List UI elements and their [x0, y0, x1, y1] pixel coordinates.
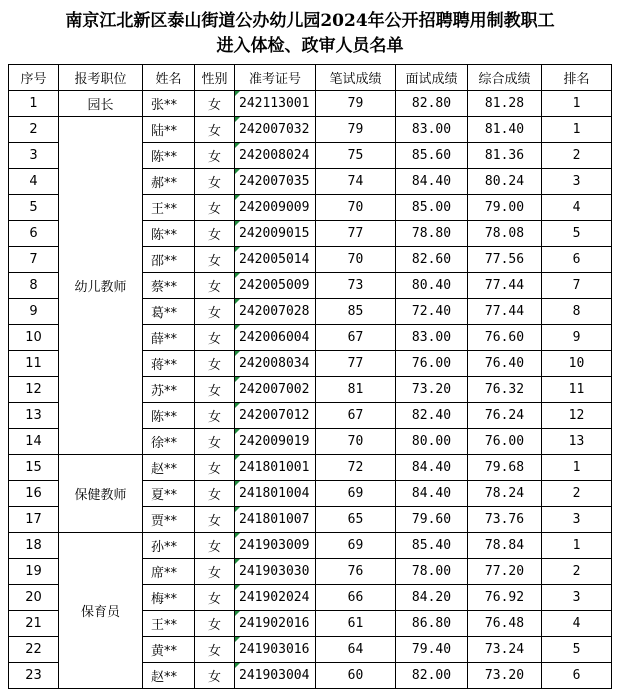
cell-seq: 22 [9, 637, 59, 663]
cell-written-score: 67 [316, 325, 396, 351]
cell-total-score: 77.44 [468, 299, 542, 325]
cell-exam-no: 241801007 [235, 507, 316, 533]
cell-rank: 1 [542, 455, 612, 481]
cell-rank: 10 [542, 351, 612, 377]
cell-exam-no: 242008024 [235, 143, 316, 169]
cell-rank: 6 [542, 663, 612, 689]
cell-total-score: 76.48 [468, 611, 542, 637]
cell-written-score: 75 [316, 143, 396, 169]
cell-name: 陈** [143, 143, 195, 169]
cell-gender: 女 [195, 221, 235, 247]
cell-seq: 1 [9, 91, 59, 117]
header-name: 姓名 [143, 65, 195, 91]
cell-seq: 5 [9, 195, 59, 221]
cell-gender: 女 [195, 481, 235, 507]
cell-gender: 女 [195, 195, 235, 221]
cell-exam-no: 241902024 [235, 585, 316, 611]
cell-exam-no: 241801004 [235, 481, 316, 507]
cell-gender: 女 [195, 533, 235, 559]
cell-name: 蔡** [143, 273, 195, 299]
cell-total-score: 81.28 [468, 91, 542, 117]
cell-interview-score: 82.40 [396, 403, 468, 429]
cell-exam-no: 242007028 [235, 299, 316, 325]
cell-name: 赵** [143, 455, 195, 481]
cell-name: 葛** [143, 299, 195, 325]
header-seq: 序号 [9, 65, 59, 91]
cell-rank: 5 [542, 637, 612, 663]
cell-exam-no: 242009015 [235, 221, 316, 247]
table-body [9, 91, 612, 689]
cell-interview-score: 85.40 [396, 533, 468, 559]
cell-name: 孙** [143, 533, 195, 559]
cell-name: 席** [143, 559, 195, 585]
cell-gender: 女 [195, 247, 235, 273]
cell-written-score: 79 [316, 117, 396, 143]
cell-interview-score: 83.00 [396, 117, 468, 143]
cell-seq: 2 [9, 117, 59, 143]
cell-interview-score: 79.40 [396, 637, 468, 663]
cell-exam-no: 242113001 [235, 91, 316, 117]
cell-total-score: 73.76 [468, 507, 542, 533]
cell-exam-no: 242007032 [235, 117, 316, 143]
cell-written-score: 69 [316, 481, 396, 507]
cell-total-score: 76.92 [468, 585, 542, 611]
cell-written-score: 74 [316, 169, 396, 195]
cell-rank: 5 [542, 221, 612, 247]
cell-seq: 11 [9, 351, 59, 377]
cell-exam-no: 241903030 [235, 559, 316, 585]
cell-written-score: 77 [316, 221, 396, 247]
cell-interview-score: 82.60 [396, 247, 468, 273]
cell-seq: 17 [9, 507, 59, 533]
cell-rank: 13 [542, 429, 612, 455]
cell-exam-no: 241903004 [235, 663, 316, 689]
title-line-2: 进入体检、政审人员名单 [216, 36, 404, 56]
cell-written-score: 65 [316, 507, 396, 533]
cell-written-score: 67 [316, 403, 396, 429]
cell-interview-score: 83.00 [396, 325, 468, 351]
header-total: 综合成绩 [468, 65, 542, 91]
cell-written-score: 60 [316, 663, 396, 689]
cell-name: 王** [143, 195, 195, 221]
cell-interview-score: 79.60 [396, 507, 468, 533]
header-gender: 性别 [195, 65, 235, 91]
cell-written-score: 81 [316, 377, 396, 403]
cell-total-score: 76.60 [468, 325, 542, 351]
cell-gender: 女 [195, 143, 235, 169]
cell-gender: 女 [195, 403, 235, 429]
cell-seq: 3 [9, 143, 59, 169]
cell-interview-score: 82.00 [396, 663, 468, 689]
cell-exam-no: 241902016 [235, 611, 316, 637]
cell-name: 蒋** [143, 351, 195, 377]
cell-interview-score: 78.00 [396, 559, 468, 585]
table-row [9, 117, 612, 143]
cell-total-score: 77.44 [468, 273, 542, 299]
cell-seq: 8 [9, 273, 59, 299]
cell-written-score: 69 [316, 533, 396, 559]
cell-seq: 19 [9, 559, 59, 585]
cell-interview-score: 78.80 [396, 221, 468, 247]
cell-interview-score: 80.00 [396, 429, 468, 455]
cell-rank: 2 [542, 481, 612, 507]
table-row [9, 455, 612, 481]
cell-written-score: 85 [316, 299, 396, 325]
cell-rank: 7 [542, 273, 612, 299]
cell-exam-no: 242007012 [235, 403, 316, 429]
header-written: 笔试成绩 [316, 65, 396, 91]
cell-name: 苏** [143, 377, 195, 403]
cell-gender: 女 [195, 429, 235, 455]
cell-seq: 21 [9, 611, 59, 637]
table-row [9, 91, 612, 117]
cell-position: 幼儿教师 [59, 117, 143, 455]
cell-written-score: 70 [316, 195, 396, 221]
cell-rank: 3 [542, 507, 612, 533]
cell-total-score: 79.68 [468, 455, 542, 481]
cell-position: 保育员 [59, 533, 143, 689]
header-exam-no: 准考证号 [235, 65, 316, 91]
cell-rank: 4 [542, 195, 612, 221]
cell-written-score: 72 [316, 455, 396, 481]
header-rank: 排名 [542, 65, 612, 91]
cell-gender: 女 [195, 91, 235, 117]
cell-exam-no: 242006004 [235, 325, 316, 351]
cell-gender: 女 [195, 117, 235, 143]
cell-name: 徐** [143, 429, 195, 455]
cell-seq: 15 [9, 455, 59, 481]
cell-name: 邵** [143, 247, 195, 273]
cell-seq: 20 [9, 585, 59, 611]
cell-rank: 1 [542, 117, 612, 143]
cell-rank: 2 [542, 143, 612, 169]
cell-name: 赵** [143, 663, 195, 689]
cell-seq: 9 [9, 299, 59, 325]
cell-seq: 13 [9, 403, 59, 429]
cell-written-score: 77 [316, 351, 396, 377]
cell-total-score: 80.24 [468, 169, 542, 195]
cell-total-score: 73.20 [468, 663, 542, 689]
cell-exam-no: 241801001 [235, 455, 316, 481]
cell-rank: 11 [542, 377, 612, 403]
cell-total-score: 76.00 [468, 429, 542, 455]
cell-interview-score: 84.20 [396, 585, 468, 611]
cell-exam-no: 242009019 [235, 429, 316, 455]
cell-name: 王** [143, 611, 195, 637]
cell-exam-no: 242005009 [235, 273, 316, 299]
cell-interview-score: 72.40 [396, 299, 468, 325]
cell-seq: 14 [9, 429, 59, 455]
cell-rank: 9 [542, 325, 612, 351]
cell-written-score: 66 [316, 585, 396, 611]
header-interview: 面试成绩 [396, 65, 468, 91]
cell-interview-score: 73.20 [396, 377, 468, 403]
cell-name: 郝** [143, 169, 195, 195]
cell-gender: 女 [195, 377, 235, 403]
cell-seq: 7 [9, 247, 59, 273]
table-header-row [9, 65, 612, 91]
cell-name: 贾** [143, 507, 195, 533]
cell-position: 园长 [59, 91, 143, 117]
cell-gender: 女 [195, 455, 235, 481]
cell-interview-score: 84.40 [396, 455, 468, 481]
cell-position: 保健教师 [59, 455, 143, 533]
cell-interview-score: 85.00 [396, 195, 468, 221]
cell-rank: 2 [542, 559, 612, 585]
cell-seq: 18 [9, 533, 59, 559]
cell-gender: 女 [195, 559, 235, 585]
cell-exam-no: 242009009 [235, 195, 316, 221]
cell-exam-no: 242008034 [235, 351, 316, 377]
cell-total-score: 78.08 [468, 221, 542, 247]
cell-interview-score: 86.80 [396, 611, 468, 637]
cell-written-score: 70 [316, 247, 396, 273]
cell-gender: 女 [195, 663, 235, 689]
cell-interview-score: 76.00 [396, 351, 468, 377]
cell-total-score: 78.24 [468, 481, 542, 507]
cell-total-score: 76.24 [468, 403, 542, 429]
cell-rank: 4 [542, 611, 612, 637]
cell-rank: 3 [542, 585, 612, 611]
cell-seq: 6 [9, 221, 59, 247]
cell-rank: 3 [542, 169, 612, 195]
cell-seq: 16 [9, 481, 59, 507]
cell-written-score: 79 [316, 91, 396, 117]
cell-exam-no: 242005014 [235, 247, 316, 273]
cell-interview-score: 80.40 [396, 273, 468, 299]
cell-gender: 女 [195, 351, 235, 377]
cell-exam-no: 241903009 [235, 533, 316, 559]
cell-written-score: 70 [316, 429, 396, 455]
cell-interview-score: 84.40 [396, 481, 468, 507]
cell-total-score: 76.32 [468, 377, 542, 403]
cell-total-score: 77.20 [468, 559, 542, 585]
header-position: 报考职位 [59, 65, 143, 91]
cell-seq: 23 [9, 663, 59, 689]
cell-rank: 6 [542, 247, 612, 273]
cell-seq: 10 [9, 325, 59, 351]
cell-name: 陈** [143, 403, 195, 429]
cell-name: 黄** [143, 637, 195, 663]
candidate-table [8, 64, 612, 689]
cell-total-score: 79.00 [468, 195, 542, 221]
cell-gender: 女 [195, 507, 235, 533]
cell-total-score: 78.84 [468, 533, 542, 559]
cell-exam-no: 241903016 [235, 637, 316, 663]
cell-name: 张** [143, 91, 195, 117]
cell-written-score: 76 [316, 559, 396, 585]
cell-name: 陈** [143, 221, 195, 247]
cell-name: 薛** [143, 325, 195, 351]
cell-written-score: 64 [316, 637, 396, 663]
cell-seq: 12 [9, 377, 59, 403]
cell-exam-no: 242007035 [235, 169, 316, 195]
cell-total-score: 76.40 [468, 351, 542, 377]
cell-gender: 女 [195, 637, 235, 663]
cell-interview-score: 84.40 [396, 169, 468, 195]
cell-gender: 女 [195, 611, 235, 637]
cell-written-score: 61 [316, 611, 396, 637]
table-row [9, 533, 612, 559]
cell-interview-score: 85.60 [396, 143, 468, 169]
cell-total-score: 81.40 [468, 117, 542, 143]
cell-rank: 8 [542, 299, 612, 325]
cell-written-score: 73 [316, 273, 396, 299]
cell-name: 陆** [143, 117, 195, 143]
cell-total-score: 77.56 [468, 247, 542, 273]
cell-rank: 12 [542, 403, 612, 429]
cell-total-score: 73.24 [468, 637, 542, 663]
cell-name: 梅** [143, 585, 195, 611]
cell-gender: 女 [195, 169, 235, 195]
cell-gender: 女 [195, 585, 235, 611]
cell-seq: 4 [9, 169, 59, 195]
cell-exam-no: 242007002 [235, 377, 316, 403]
cell-total-score: 81.36 [468, 143, 542, 169]
cell-gender: 女 [195, 325, 235, 351]
page-title [0, 0, 620, 57]
cell-rank: 1 [542, 91, 612, 117]
title-line-1: 南京江北新区泰山街道公办幼儿园2024年公开招聘聘用制教职工 [65, 11, 555, 31]
cell-name: 夏** [143, 481, 195, 507]
cell-rank: 1 [542, 533, 612, 559]
cell-gender: 女 [195, 273, 235, 299]
cell-interview-score: 82.80 [396, 91, 468, 117]
cell-gender: 女 [195, 299, 235, 325]
